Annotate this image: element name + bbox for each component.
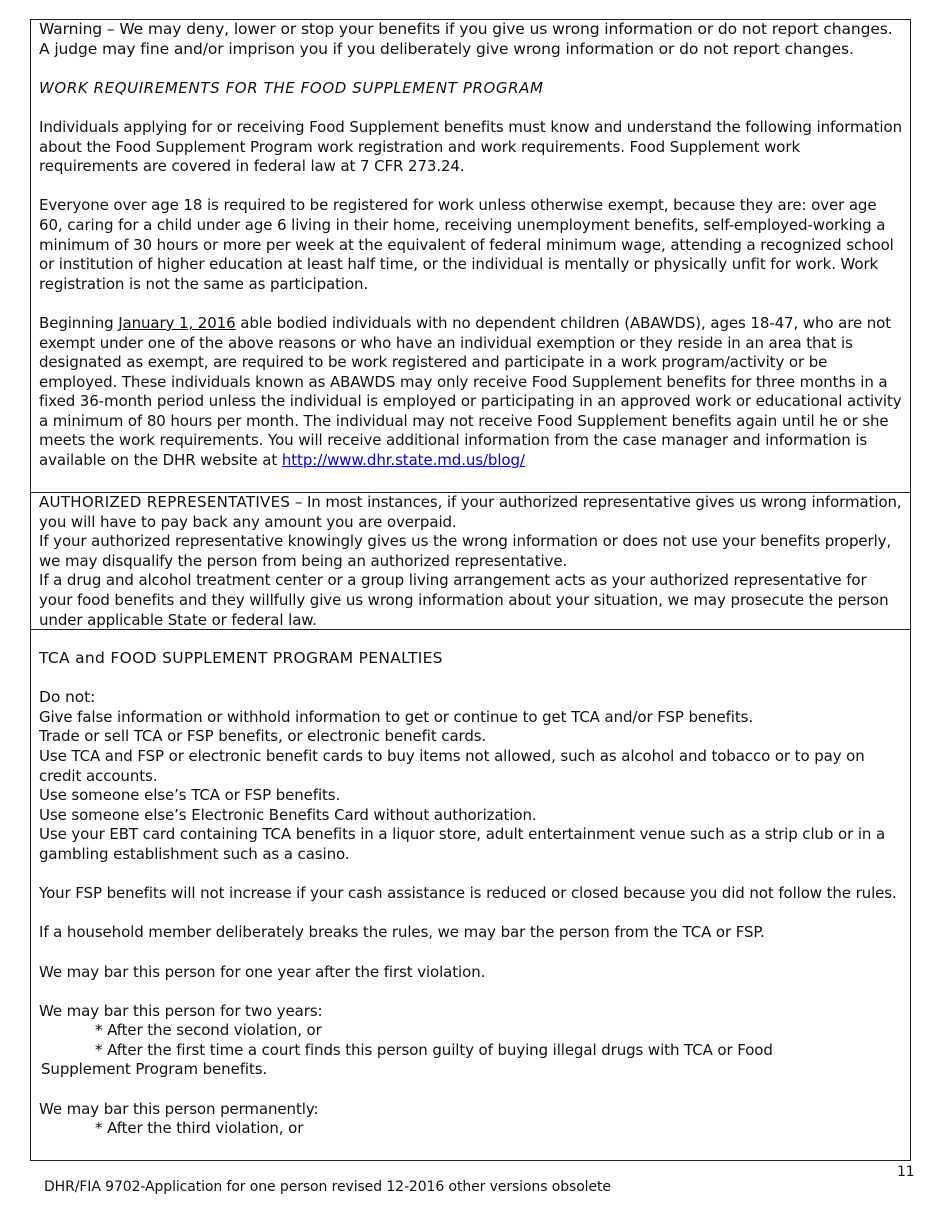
penalty-item: Use TCA and FSP or electronic benefit cards to buy items not allowed, such as alcohol and tobacco or to pay on credit accounts. — [39, 746, 865, 785]
authorized-reps-line1: – In most instances, if your authorized representative gives us wrong information, you will have to pay back any amount you are overpaid. — [39, 493, 902, 531]
abawds-body: able bodied individuals with no dependent children (ABAWDS), ages 18-47, who are not exempt under one of the above reasons or who have an individual exemption or they reside in an area that is designated as exempt, are required to be work registered and participate in a work program/activity or be employed. These individuals known as ABAWDS may only receive Food Supplement benefits for three months in a fixed 36-month period unless the individual is employed or participating in an approved work or educational activity a minimum of 80 hours per month. The individual may not receive Food Supplement benefits again until he or she meets the work requirements. You will receive additional information from the case manager and information is available on the DHR website at — [39, 313, 902, 470]
work-requirements-heading: WORK REQUIREMENTS FOR THE FOOD SUPPLEMENT PROGRAM — [39, 78, 544, 97]
authorized-reps-heading: AUTHORIZED REPRESENTATIVES — [39, 493, 291, 511]
abawds-intro: Beginning — [39, 313, 119, 332]
penalties-heading: TCA and FOOD SUPPLEMENT PROGRAM PENALTIES — [39, 649, 443, 667]
work-registration-paragraph: Everyone over age 18 is required to be registered for work unless otherwise exempt, because they are: over age 60, caring for a child under age 6 living in their home, receiving unemployment benefits, self-employed-working a minimum of 30 hours or more per week at the equivalent of federal minimum wage, attending a recognized school or institution of higher education at least half time, or the individual is mentally or physically unfit for work. Work registration is not the same as participation. — [39, 196, 894, 293]
two-year-condition: * After the second violation, or — [95, 1021, 322, 1040]
penalty-item: Use your EBT card containing TCA benefits in a liquor store, adult entertainment venue such as a strip club or in a gambling establishment such as a casino. — [39, 825, 886, 863]
fsp-note: Your FSP benefits will not increase if your cash assistance is reduced or closed because you did not follow the rules. — [39, 884, 897, 903]
dhr-website-link[interactable]: http://www.dhr.state.md.us/blog/ — [281, 451, 525, 470]
footer-text: DHR/FIA 9702-Application for one person revised 12-2016 other versions obsolete — [44, 1179, 611, 1195]
permanent-condition: * After the third violation, or — [95, 1119, 304, 1138]
two-year-condition-continued: Supplement Program benefits. — [41, 1060, 268, 1079]
penalty-item: Use someone else’s Electronic Benefits Card without authorization. — [39, 805, 537, 824]
abawds-date: January 1, 2016 — [118, 313, 236, 332]
household-rule: If a household member deliberately breaks the rules, we may bar the person from the TCA or FSP. — [39, 923, 765, 942]
penalty-item: Trade or sell TCA or FSP benefits, or electronic benefit cards. — [39, 727, 487, 746]
do-not-label: Do not: — [39, 688, 96, 707]
page-number: 11 — [897, 1164, 915, 1180]
authorized-reps-line2: If your authorized representative knowingly gives us the wrong information or does not use your benefits properly, we may disqualify the person from being an authorized representative. — [39, 532, 892, 570]
permanent-bar: We may bar this person permanently: — [39, 1099, 319, 1118]
two-year-bar: We may bar this person for two years: — [39, 1001, 323, 1020]
penalties-section — [30, 629, 911, 1161]
abawds-paragraph — [39, 314, 902, 471]
one-year-bar: We may bar this person for one year after the first violation. — [39, 962, 486, 981]
authorized-reps-paragraph — [39, 493, 902, 532]
authorized-representatives-section — [30, 492, 911, 630]
warning-text: Warning – We may deny, lower or stop your benefits if you give us wrong information or do not report changes. A judge may fine and/or imprison you if you deliberately give wrong information or do not report changes. — [39, 20, 893, 58]
work-requirements-intro: Individuals applying for or receiving Food Supplement benefits must know and understand the following information about the Food Supplement Program work registration and work requirements. Food Supplement work requirements are covered in federal law at 7 CFR 273.24. — [39, 117, 902, 176]
penalty-item: Give false information or withhold information to get or continue to get TCA and/or FSP benefits. — [39, 707, 753, 726]
penalty-item: Use someone else’s TCA or FSP benefits. — [39, 786, 341, 805]
two-year-condition: * After the first time a court finds this person guilty of buying illegal drugs with TCA or Food — [95, 1040, 773, 1059]
authorized-reps-line3: If a drug and alcohol treatment center or a group living arrangement acts as your authorized representative for your food benefits and they willfully give us wrong information about your situation, we may prosecute the person under applicable State or federal law. — [39, 571, 889, 629]
work-requirements-section — [30, 19, 911, 493]
